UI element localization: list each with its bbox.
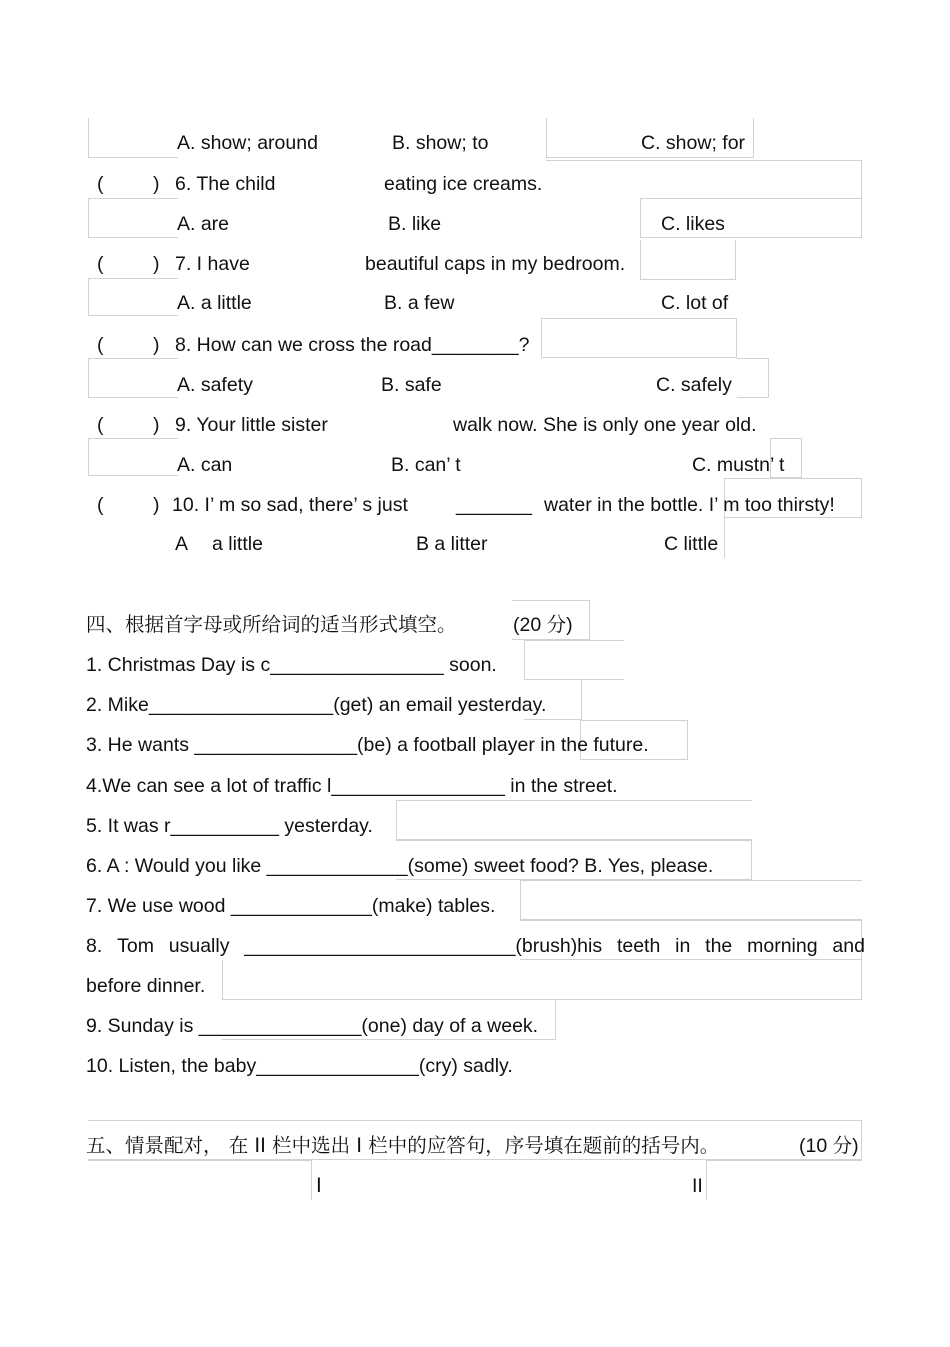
q10-stem: 10. I’ m so sad, there’ s just (172, 494, 408, 516)
q9-stem: 9. Your little sister (175, 414, 328, 436)
q9-option-c: C. mustn’ t (692, 454, 785, 476)
q6-option-c: C. likes (661, 213, 725, 235)
column-2-header: II (692, 1175, 703, 1197)
word: the (705, 935, 733, 957)
q10-rest: water in the bottle. I’ m too thirsty! (544, 494, 835, 516)
fill-item-8-line1 (86, 934, 865, 958)
q10-option-a-text: a little (212, 533, 263, 555)
section4-score: (20 分) (513, 614, 573, 636)
section5-score: (10 分) (799, 1135, 859, 1157)
q8-option-a: A. safety (177, 374, 253, 396)
word: and (832, 935, 865, 957)
q10-option-a-letter: A (175, 533, 189, 555)
q7-stem: 7. I have (175, 253, 250, 275)
q6-paren-open[interactable]: ( (97, 173, 104, 195)
q6-paren-close: ) (153, 173, 160, 195)
q10-paren-open[interactable]: ( (97, 494, 104, 516)
q6-option-a: A. are (177, 213, 230, 235)
fill-item-2: 2. Mike_________________(get) an email yesterday. (86, 694, 547, 716)
q10-blank[interactable]: _______ (456, 494, 532, 516)
q9-option-b: B. can’ t (391, 454, 461, 476)
q9-rest: walk now. She is only one year old. (453, 414, 757, 436)
q5-option-c: C. show; for (641, 132, 746, 154)
q5-option-b: B. show; to (392, 132, 489, 154)
q5-option-a: A. show; around (177, 132, 318, 154)
q10-paren-close: ) (153, 494, 160, 516)
column-1-header: Ⅰ (316, 1175, 322, 1197)
word: Tom (117, 935, 154, 957)
fill-item-8-line2: before dinner. (86, 975, 206, 997)
q8-option-b: B. safe (381, 374, 442, 396)
q7-rest: beautiful caps in my bedroom. (365, 253, 626, 275)
word: usually (168, 935, 230, 957)
fill-item-6: 6. A : Would you like _____________(some) sweet food? B. Yes, please. (86, 855, 714, 877)
q8-paren-close: ) (153, 334, 160, 356)
q6-rest: eating ice creams. (384, 173, 543, 195)
q8-stem: 8. How can we cross the road________? (175, 334, 530, 356)
q10-option-c: C little (664, 533, 719, 555)
fill-item-5: 5. It was r__________ yesterday. (86, 815, 373, 837)
q8-paren-open[interactable]: ( (97, 334, 104, 356)
q7-paren-open[interactable]: ( (97, 253, 104, 275)
q8-option-c: C. safely (656, 374, 732, 396)
word: _________________________(brush)his (244, 935, 603, 957)
word: in (675, 935, 691, 957)
fill-item-1: 1. Christmas Day is c________________ soon. (86, 654, 497, 676)
word: morning (747, 935, 818, 957)
q6-stem: 6. The child (175, 173, 276, 195)
q7-option-a: A. a little (177, 292, 252, 314)
q6-option-b: B. like (388, 213, 442, 235)
fill-item-3: 3. He wants _______________(be) a football player in the future. (86, 734, 649, 756)
q10-option-b: B a litter (416, 533, 488, 555)
section5-heading: 五、情景配对， 在 II 栏中选出 Ⅰ 栏中的应答句，序号填在题前的括号内。 (86, 1134, 720, 1157)
fill-item-10: 10. Listen, the baby_______________(cry) sadly. (86, 1055, 513, 1077)
word: 8. (86, 935, 103, 957)
fill-item-9: 9. Sunday is _______________(one) day of a week. (86, 1015, 539, 1037)
fill-item-7: 7. We use wood _____________(make) tables. (86, 895, 496, 917)
q9-paren-close: ) (153, 414, 160, 436)
q7-option-c: C. lot of (661, 292, 729, 314)
q9-option-a: A. can (177, 454, 233, 476)
q7-option-b: B. a few (384, 292, 455, 314)
q9-paren-open[interactable]: ( (97, 414, 104, 436)
q7-paren-close: ) (153, 253, 160, 275)
section4-heading: 四、根据首字母或所给词的适当形式填空。 (86, 613, 457, 636)
word: teeth (616, 935, 661, 957)
fill-item-4: 4.We can see a lot of traffic l________________ in the street. (86, 775, 618, 797)
